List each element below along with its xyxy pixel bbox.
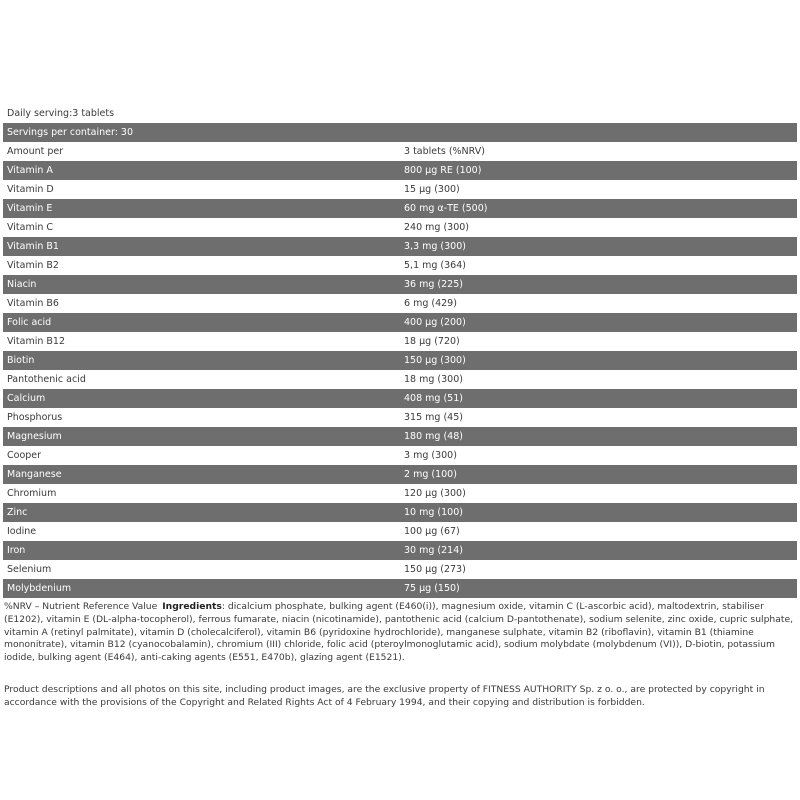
nutrient-row — [3, 408, 797, 427]
nutrient-row — [3, 427, 797, 446]
nutrient-name: Vitamin B6 — [3, 294, 400, 313]
nutrient-row — [3, 484, 797, 503]
servings-per-container-row — [3, 123, 797, 142]
nutrient-name: Molybdenium — [3, 579, 400, 598]
nutrient-amount: 800 µg RE (100) — [400, 161, 797, 180]
nutrient-name: Vitamin B12 — [3, 332, 400, 351]
nutrient-name: Selenium — [3, 560, 400, 579]
ingredients-block — [3, 601, 797, 665]
nutrient-row — [3, 370, 797, 389]
nutrient-row — [3, 199, 797, 218]
nutrient-amount: 60 mg α-TE (500) — [400, 199, 797, 218]
nutrient-row — [3, 503, 797, 522]
nutrient-amount: 18 mg (300) — [400, 370, 797, 389]
nutrient-amount: 10 mg (100) — [400, 503, 797, 522]
nutrient-name: Cooper — [3, 446, 400, 465]
nutrient-name: Pantothenic acid — [3, 370, 400, 389]
daily-serving: Daily serving:3 tablets — [7, 108, 115, 119]
nutrient-amount: 315 mg (45) — [400, 408, 797, 427]
nutrient-name: Vitamin A — [3, 161, 400, 180]
copyright-notice: Product descriptions and all photos on this site, including product images, are the exclusive property of FITNESS AUTHORITY Sp. z o. o., are protected by copyright in accordance with the provisions of the Copyright and Related Rights Act of 4 February 1994, and their copying and distribution is forbidden. — [4, 683, 765, 708]
nutrient-name: Vitamin E — [3, 199, 400, 218]
nutrient-name: Iodine — [3, 522, 400, 541]
nutrient-name: Iron — [3, 541, 400, 560]
nutrient-amount: 2 mg (100) — [400, 465, 797, 484]
nutrition-facts-panel — [3, 104, 797, 710]
nutrient-row — [3, 351, 797, 370]
nutrient-amount: 15 µg (300) — [400, 180, 797, 199]
nutrient-row — [3, 560, 797, 579]
nutrient-name: Chromium — [3, 484, 400, 503]
nutrient-amount: 3,3 mg (300) — [400, 237, 797, 256]
nutrient-amount: 240 mg (300) — [400, 218, 797, 237]
nutrient-amount: 30 mg (214) — [400, 541, 797, 560]
nutrient-name: Phosphorus — [3, 408, 400, 427]
nutrient-amount: 18 µg (720) — [400, 332, 797, 351]
nutrient-name: Calcium — [3, 389, 400, 408]
nutrient-row — [3, 579, 797, 598]
nutrient-name: Manganese — [3, 465, 400, 484]
nutrient-amount: 150 µg (273) — [400, 560, 797, 579]
nutrition-table — [3, 123, 797, 598]
nutrient-row — [3, 332, 797, 351]
nutrient-row — [3, 465, 797, 484]
nutrient-name: Zinc — [3, 503, 400, 522]
nutrient-amount: 6 mg (429) — [400, 294, 797, 313]
nutrient-name: Magnesium — [3, 427, 400, 446]
ingredients-text: : dicalcium phosphate, bulking agent (E460(i)), magnesium oxide, vitamin C (L-ascorbic acid), maltodextrin, stabiliser (E1202), vitamin E (DL-alpha-tocopherol), ferrous fumarate, niacin (nicotinamide), pantothenic acid (calcium D-pantothenate), sodium selenite, zinc oxide, cupric sulphate, vitamin A (retinyl palmitate), vitamin D (cholecalciferol), vitamin B6 (pyridoxine hydrochloride), manganese sulphate, vitamin B2 (riboflavin), vitamin B1 (thiamine mononitrate), vitamin B12 (cyanocobalamin), chromium (III) chloride, folic acid (pteroylmonoglutamic acid), sodium molybdate (molybdenum (VI)), D-biotin, potassium iodide, bulking agent (E464), anti-caking agents (E551, E470b), glazing agent (E1521). — [4, 601, 794, 664]
amount-per-label: Amount per — [3, 142, 400, 161]
nutrient-row — [3, 218, 797, 237]
nutrient-row — [3, 275, 797, 294]
nutrient-amount: 180 mg (48) — [400, 427, 797, 446]
nutrient-name: Vitamin C — [3, 218, 400, 237]
amount-per-value: 3 tablets (%NRV) — [400, 142, 797, 161]
nutrient-amount: 36 mg (225) — [400, 275, 797, 294]
nutrient-amount: 408 mg (51) — [400, 389, 797, 408]
nutrient-row — [3, 522, 797, 541]
nutrient-amount: 100 µg (67) — [400, 522, 797, 541]
nutrient-amount: 120 µg (300) — [400, 484, 797, 503]
nutrient-amount: 3 mg (300) — [400, 446, 797, 465]
nutrient-row — [3, 294, 797, 313]
nutrient-name: Folic acid — [3, 313, 400, 332]
nutrient-amount: 75 µg (150) — [400, 579, 797, 598]
nutrient-name: Vitamin B1 — [3, 237, 400, 256]
servings-per-container: Servings per container: 30 — [3, 123, 797, 142]
nutrient-name: Vitamin D — [3, 180, 400, 199]
nutrient-amount: 400 µg (200) — [400, 313, 797, 332]
nutrient-row — [3, 180, 797, 199]
nutrient-name: Biotin — [3, 351, 400, 370]
nutrient-row — [3, 256, 797, 275]
nrv-note: %NRV – Nutrient Reference Value — [4, 601, 158, 612]
nutrient-name: Niacin — [3, 275, 400, 294]
nutrient-row — [3, 541, 797, 560]
nutrient-row — [3, 389, 797, 408]
nutrient-row — [3, 237, 797, 256]
ingredients-label: Ingredients — [162, 601, 222, 612]
amount-per-row — [3, 142, 797, 161]
nutrient-row — [3, 313, 797, 332]
nutrient-row — [3, 161, 797, 180]
nutrient-amount: 150 µg (300) — [400, 351, 797, 370]
nutrient-amount: 5,1 mg (364) — [400, 256, 797, 275]
nutrient-name: Vitamin B2 — [3, 256, 400, 275]
nutrient-row — [3, 446, 797, 465]
